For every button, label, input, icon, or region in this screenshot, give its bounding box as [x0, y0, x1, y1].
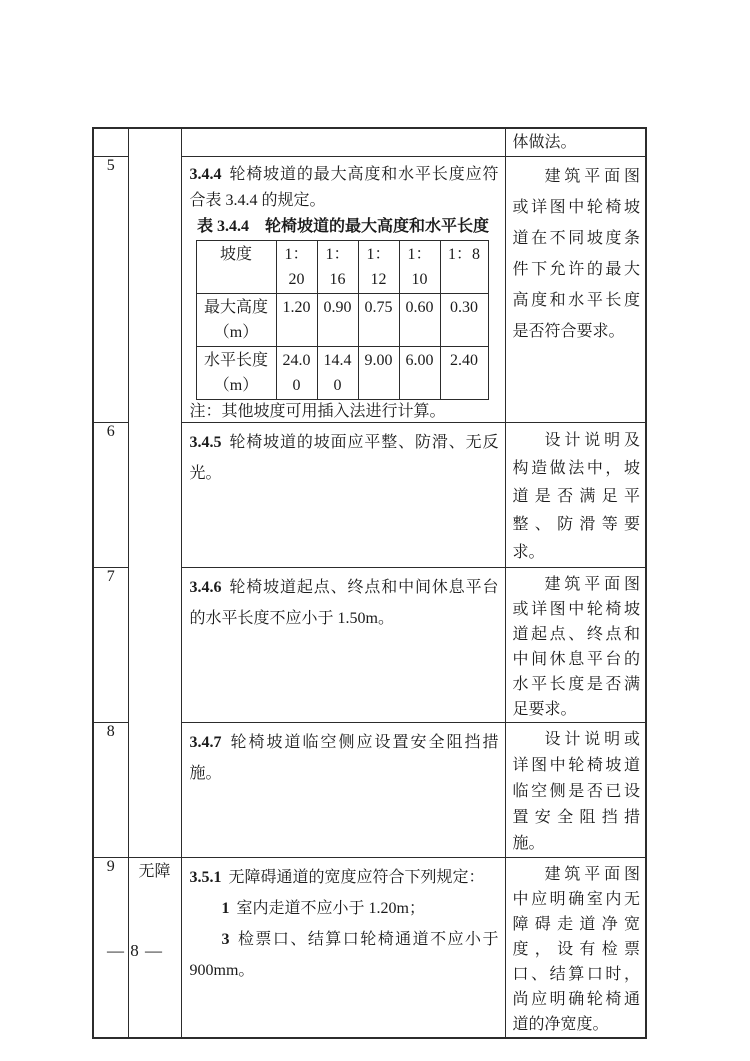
- requirement-cell: [181, 722, 505, 857]
- sub-table-cell: 1.20: [276, 293, 317, 346]
- review-point-cell: [505, 156, 646, 422]
- sub-table-note: 注：其他坡度可用插入法进行计算。: [189, 402, 446, 420]
- review-point-text: 设计说明或详图中轮椅坡道临空侧是否已设置安全阻挡措施。: [512, 730, 640, 852]
- row-number-cell: 6: [93, 422, 128, 567]
- sub-table-cell: 24.00: [276, 346, 317, 399]
- item-number: 3: [221, 930, 230, 948]
- slope-header-cell: 1：20: [276, 240, 317, 293]
- sub-table-cell: 2.40: [440, 346, 488, 399]
- sub-table-row-label: 最大高度（m）: [196, 293, 276, 346]
- requirement-paragraph: [182, 157, 505, 214]
- slope-header-cell: 1：16: [317, 240, 358, 293]
- requirement-paragraph: [182, 568, 505, 634]
- requirement-text: 轮椅坡道临空侧应设置安全阻挡措施。: [189, 733, 499, 782]
- review-table: [92, 127, 647, 1039]
- requirement-item: [182, 924, 505, 986]
- row-number-cell: 7: [93, 567, 128, 722]
- requirement-text: 轮椅坡道的最大高度和水平长度应符合表 3.4.4 的规定。: [189, 165, 499, 209]
- review-point-cell: [505, 567, 646, 722]
- carryover-row: [93, 128, 646, 156]
- requirement-text: 轮椅坡道起点、终点和中间休息平台的水平长度不应小于 1.50m。: [189, 578, 499, 627]
- item-number: 1: [221, 899, 230, 917]
- category-cell: 无障: [128, 857, 181, 1038]
- table-row-9: [93, 857, 646, 1038]
- requirement-cell: [181, 156, 505, 422]
- sub-table-cell: 14.40: [317, 346, 358, 399]
- requirement-cell: [181, 567, 505, 722]
- review-point-text: 建筑平面图或详图中轮椅坡道起点、终点和中间休息平台的水平长度是否满足要求。: [512, 575, 640, 718]
- review-point-text: 建筑平面图或详图中轮椅坡道在不同坡度条件下允许的最大高度和水平长度是否符合要求。: [512, 167, 640, 340]
- sub-table-cell: 0.60: [399, 293, 440, 346]
- review-point-cell: [505, 857, 646, 1038]
- requirement-text: 轮椅坡道的坡面应平整、防滑、无反光。: [189, 433, 499, 482]
- requirement-item: [182, 893, 505, 924]
- sub-table: [196, 240, 489, 400]
- sub-table-cell: 9.00: [358, 346, 399, 399]
- review-point-cell: [505, 128, 646, 156]
- sub-table-row-label: 水平长度（m）: [196, 346, 276, 399]
- sub-table-cell: 0.90: [317, 293, 358, 346]
- sub-table-cell: 0.75: [358, 293, 399, 346]
- requirement-cell: [181, 422, 505, 567]
- footer-page-number: — 8 —: [107, 941, 163, 960]
- clause-number: 3.4.7: [189, 733, 222, 751]
- row-number-cell: 8: [93, 722, 128, 857]
- row-number-cell: [93, 128, 128, 156]
- requirement-cell: [181, 128, 505, 156]
- sub-table-row-max-height: [196, 293, 488, 346]
- item-text: 室内走道不应小于 1.20m；: [236, 899, 425, 917]
- sub-table-corner-header: 坡度: [196, 240, 276, 293]
- sub-table-row-horizontal-length: [196, 346, 488, 399]
- review-point-cell: [505, 722, 646, 857]
- slope-header-cell: 1：12: [358, 240, 399, 293]
- sub-table-cell: 0.30: [440, 293, 488, 346]
- row-number-cell: 5: [93, 156, 128, 422]
- sub-table-header-row: [196, 240, 488, 293]
- clause-number: 3.5.1: [189, 868, 222, 886]
- review-point-cell: [505, 422, 646, 567]
- requirement-paragraph: [182, 423, 505, 489]
- slope-header-cell: 1：10: [399, 240, 440, 293]
- sub-table-cell: 6.00: [399, 346, 440, 399]
- clause-number: 3.4.6: [189, 578, 222, 596]
- sub-table-title: 表 3.4.4 轮椅坡道的最大高度和水平长度: [196, 217, 489, 235]
- review-point-text: 设计说明及构造做法中，坡道是否满足平整、防滑等要求。: [512, 431, 640, 561]
- requirement-paragraph: [182, 858, 505, 893]
- category-cell-merged: [128, 128, 181, 857]
- row-number-cell: 9: [93, 857, 128, 1038]
- requirement-paragraph: [182, 723, 505, 789]
- slope-header-cell: 1：8: [440, 240, 488, 293]
- item-text: 检票口、结算口轮椅通道不应小于 900mm。: [189, 930, 499, 979]
- review-point-text: 建筑平面图中应明确室内无障碍走道净宽度，设有检票口、结算口时，尚应明确轮椅通道的净宽度。: [512, 865, 640, 1033]
- clause-number: 3.4.4: [189, 165, 222, 183]
- clause-number: 3.4.5: [189, 433, 222, 451]
- requirement-cell: [181, 857, 505, 1038]
- requirement-text: 无障碍通道的宽度应符合下列规定：: [228, 868, 485, 886]
- review-point-text: 体做法。: [512, 134, 577, 151]
